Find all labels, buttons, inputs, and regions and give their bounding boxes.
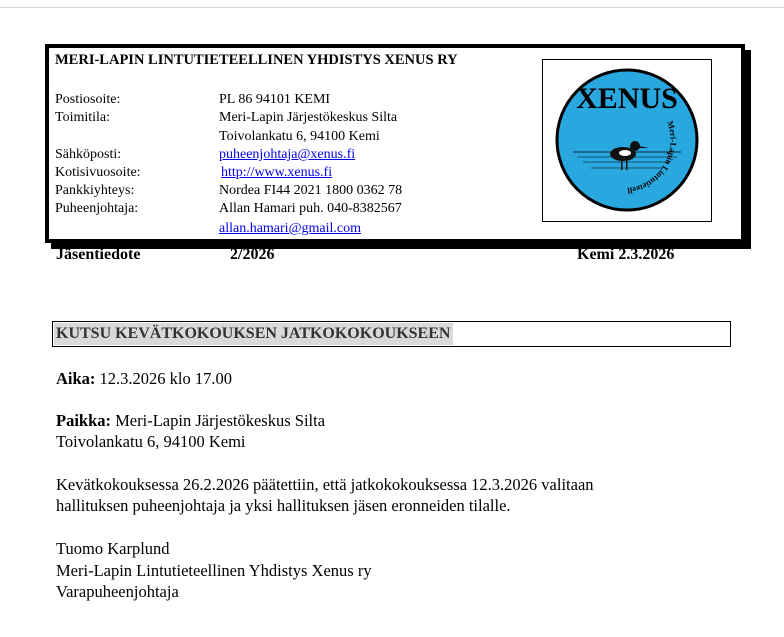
place-label: Paikka: <box>56 411 112 430</box>
letterhead-box <box>45 44 745 243</box>
place-date: Kemi 2.3.2026 <box>577 246 675 263</box>
xenus-logo <box>543 60 711 221</box>
doc-number: 2/2026 <box>230 246 275 263</box>
chair-email-link[interactable]: allan.hamari@gmail.com <box>219 221 361 236</box>
email-link[interactable]: puheenjohtaja@xenus.fi <box>219 147 356 162</box>
postal-address-label: Postiosoite: <box>55 92 121 107</box>
signature-name: Tuomo Karplund <box>56 539 170 558</box>
signature-org: Meri-Lapin Lintutieteellinen Yhdistys Xenus ry <box>56 561 372 580</box>
section-heading-box <box>52 321 731 347</box>
organization-name: MERI-LAPIN LINTUTIETEELLINEN YHDISTYS XENUS RY <box>55 52 458 68</box>
website-label: Kotisivuosoite: <box>55 165 141 180</box>
postal-address-value: PL 86 94101 KEMI <box>219 92 331 107</box>
place-value: Meri-Lapin Järjestökeskus Silta <box>111 411 326 430</box>
logo-title: XENUS <box>576 82 678 115</box>
bank-value: Nordea FI44 2021 1800 0362 78 <box>219 183 403 198</box>
office-value: Meri-Lapin Järjestökeskus Silta <box>219 110 398 125</box>
office-label: Toimitila: <box>55 110 111 125</box>
signature-title: Varapuheenjohtaja <box>56 582 179 601</box>
office-address-value: Toivolankatu 6, 94100 Kemi <box>219 129 380 144</box>
place-address: Toivolankatu 6, 94100 Kemi <box>56 432 246 451</box>
bank-label: Pankkiyhteys: <box>55 183 135 198</box>
time-label: Aika: <box>56 369 96 388</box>
doc-type: Jäsentiedote <box>56 246 141 263</box>
xenus-logo-frame <box>542 59 712 222</box>
website-link[interactable]: http://www.xenus.fi <box>221 165 333 180</box>
section-title: KUTSU KEVÄTKOKOUKSEN JATKOKOKOUKSEEN <box>54 323 453 345</box>
logo-ring-text: Meri-Lapin Lintutieteell <box>626 119 679 196</box>
chair-label: Puheenjohtaja: <box>55 201 139 216</box>
page-top-divider <box>0 7 784 8</box>
time-line <box>56 368 232 389</box>
paragraph-line-1: Kevätkokouksessa 26.2.2026 päätettiin, että jatkokokouksessa 12.3.2026 valitaan <box>56 475 594 494</box>
place-line <box>56 410 325 431</box>
chair-value: Allan Hamari puh. 040-8382567 <box>219 201 402 216</box>
paragraph-line-2: hallituksen puheenjohtaja ja yksi hallituksen jäsen eronneiden tilalle. <box>56 496 511 515</box>
time-value: 12.3.2026 klo 17.00 <box>95 369 233 388</box>
email-label: Sähköposti: <box>55 147 122 162</box>
